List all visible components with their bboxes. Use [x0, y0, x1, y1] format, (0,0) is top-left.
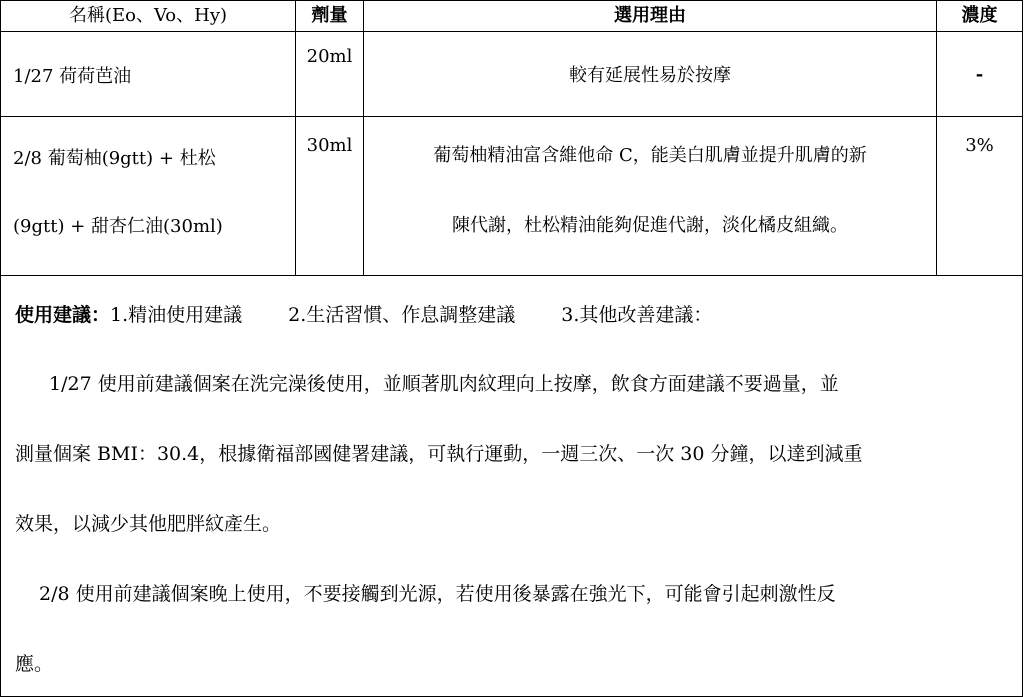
row2-dose: 30ml — [296, 117, 364, 276]
notes-heading-label: 使用建議： — [15, 304, 111, 326]
header-name: 名稱(Eo、Vo、Hy) — [1, 1, 296, 32]
notes-cell — [1, 276, 1023, 697]
notes-row — [1, 276, 1023, 697]
row2-name-line2: (9gtt) + 甜杏仁油(30ml) — [13, 216, 223, 237]
row2-concentration: 3% — [937, 117, 1023, 276]
table-header-row — [1, 1, 1023, 32]
header-dose: 劑量 — [296, 1, 364, 32]
notes-item3: 3.其他改善建議： — [561, 304, 713, 326]
row2-name-cell — [1, 117, 296, 276]
notes-item2: 2.生活習慣、作息調整建議 — [288, 304, 516, 326]
header-concentration: 濃度 — [937, 1, 1023, 32]
table-row — [1, 32, 1023, 117]
notes-body — [1, 276, 1022, 696]
table-row — [1, 117, 1023, 276]
row2-reason-cell — [364, 117, 937, 276]
row1-dose: 20ml — [296, 32, 364, 117]
row1-name: 1/27 荷荷芭油 — [13, 66, 132, 87]
notes-item1: 1.精油使用建議 — [110, 304, 243, 326]
header-reason: 選用理由 — [364, 1, 937, 32]
row1-reason: 較有延展性易於按摩 — [364, 32, 937, 117]
notes-paragraph-line: 效果，以減少其他肥胖紋產生。 — [15, 513, 282, 535]
row2-name-line1: 2/8 葡萄柚(9gtt) + 杜松 — [13, 148, 216, 169]
notes-heading — [15, 300, 712, 327]
notes-paragraph-line: 應。 — [15, 653, 54, 675]
notes-paragraph-line: 1/27 使用前建議個案在洗完澡後使用，並順著肌肉紋理向上按摩，飲食方面建議不要過量，並 — [49, 373, 839, 395]
notes-paragraph-line: 2/8 使用前建議個案晚上使用，不要接觸到光源，若使用後暴露在強光下，可能會引起刺激性反 — [39, 583, 836, 605]
row1-name-cell — [1, 32, 296, 117]
row1-concentration: - — [937, 32, 1023, 117]
row2-reason-line1: 葡萄柚精油富含維他命 C，能美白肌膚並提升肌膚的新 — [433, 145, 867, 166]
row2-reason-line2: 陳代謝，杜松精油能夠促進代謝，淡化橘皮組織。 — [452, 215, 848, 236]
notes-paragraph-line: 測量個案 BMI：30.4，根據衛福部國健署建議，可執行運動，一週三次、一次 30 分鐘，以達到減重 — [15, 443, 863, 465]
